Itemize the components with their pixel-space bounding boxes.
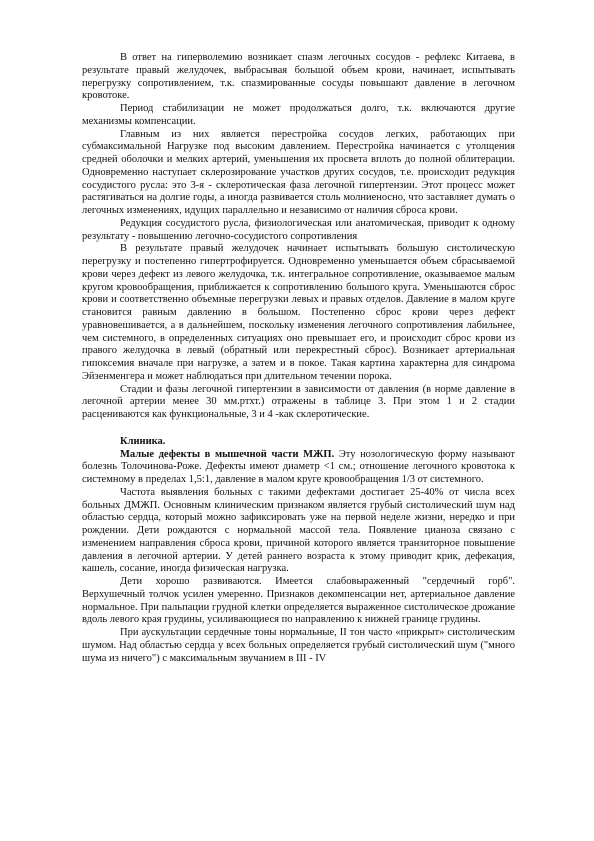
paragraph-vascular-reduction: Редукция сосудистого русла, физиологическая или анатомическая, приводит к одному результату - повышению легочно-сосудистого сопротивления — [82, 217, 515, 242]
small-defects-title: Малые дефекты в мышечной части МЖП. — [120, 448, 335, 460]
paragraph-stabilization: Период стабилизации не может продолжаться долго, т.к. включаются другие механизмы компенсации. — [82, 103, 515, 127]
document-page — [82, 52, 515, 665]
paragraph-small-defects — [82, 449, 515, 487]
paragraph-auscultation: При аускультации сердечные тоны нормальные, II тон часто «прикрыт» систолическим шумом. Над областью сердца у всех больных определяется грубый систолический шум ("много шума из ничего") с максимальным звучанием в III - IV — [82, 627, 515, 664]
section-heading-clinic: Клиника. — [120, 435, 166, 447]
paragraph-vascular-restructuring: Главным из них является перестройка сосудов легких, работающих при субмаксимальной Нагрузке под высоким давлением. Перестройка начинается с утолщения средней оболочки и мелких артерий, уменьшения их просвета вплоть до полной облитерации. Одновременно наступает склерозирование участков других сосудов, т.е. происходит редукция сосудистого русла: это 3-я - склеротическая фаза легочной гипертензии. Этот процесс может растягиваться на долгие годы, а иногда развивается столь молниеносно, что заставляет думать о легочных изменениях, идущих параллельно и независимо от наличия сброса крови. — [82, 128, 515, 216]
paragraph-kitaev-reflex: В ответ на гиперволемию возникает спазм легочных сосудов - рефлекс Китаева, в результате правый желудочек, выбрасывая большой объем крови, начинает, испытывать перегрузку сопротивлением, т.к. спазмированные сосуды повышают давление в легочном кровотоке. — [82, 52, 515, 102]
paragraph-right-ventricle: В результате правый желудочек начинает испытывать большую систолическую перегрузку и постепенно гипертрофируется. Одновременно уменьшается объем сбрасываемой крови через дефект из левого желудочка, т.к. интегральное сопротивление, оказываемое малым кругом кровообращения, приближается к сопротивлению большого круга. Уменьшаются сброс крови и соответственно объемные перегрузки левых и правых отделов. Давление в малом круге становится равным давлению в большом. Постепенно сброс крови через дефект уравновешивается, а в дальнейшем, поскольку изменения легочного сопротивления лабильнее, чем системного, в определенных ситуациях оно превышает его, и происходит сброс крови из правого желудочка в левый (обратный или перекрестный сброс). Возникает артериальная гипоксемия вначале при нагрузке, а затем и в покое. Такая картина характерна для синдрома Эйзенменгера и может наблюдаться при длительном течении порока. — [82, 243, 515, 382]
paragraph-development: Дети хорошо развиваются. Имеется слабовыраженный "сердечный горб". Верхушечный толчок усилен умеренно. Признаков декомпенсации нет, артериальное давление нормальное. При пальпации грудной клетки определяется выраженное систолическое дрожание вдоль левого края грудины, усиливающиеся по направлению к нижней границе грудины. — [82, 576, 515, 626]
section-spacer — [82, 422, 515, 436]
small-defects-text: Эту нозологическую форму называют болезнь Толочинова-Роже. Дефекты имеют диаметр <1 см.; отношение легочного кровотока к системному в пределах 1,5:1, давление в малом круге кровообращения 1/3 от системного. — [82, 448, 515, 485]
paragraph-frequency: Частота выявления больных с такими дефектами достигает 25-40% от числа всех больных ДМЖП. Основным клиническим признаком является грубый систолический шум над областью сердца, который можно зафиксировать уже на первой неделе жизни, нередко и при рождении. Дети рождаются с нормальной массой тела. Появление цианоза связано с изменением направления сброса крови, причиной которого является транзиторное повышение давления в легочной артерии. У детей раннего возраста к этому приводит крик, дефекация, кашель, сосание, иногда физическая нагрузка. — [82, 486, 515, 575]
paragraph-stages: Стадии и фазы легочной гипертензии в зависимости от давления (в норме давление в легочной артерии менее 30 мм.ртхт.) отражены в таблице 3. При этом 1 и 2 стадии расцениваются как функциональные, 3 и 4 -как склеротические. — [82, 383, 515, 420]
